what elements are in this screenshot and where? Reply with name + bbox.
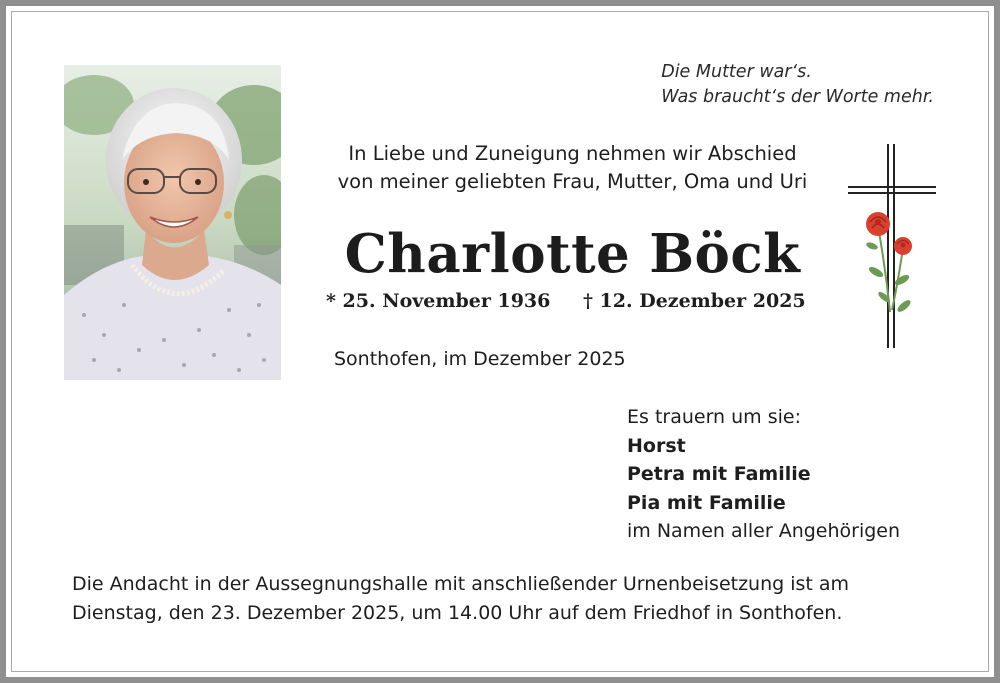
life-dates (326, 287, 806, 315)
birth-date: * 25. November 1936 (326, 290, 551, 312)
mourner-name: Petra mit Familie (627, 463, 811, 485)
intro-line-2: von meiner geliebten Frau, Mutter, Oma und Uri (337, 170, 808, 193)
mourners-block (627, 403, 900, 546)
ceremony-line-1: Die Andacht in der Aussegnungshalle mit anschließender Urnenbeisetzung ist am (72, 573, 850, 595)
mourner-name: Pia mit Familie (627, 491, 786, 514)
mourners-closing: im Namen aller Angehörigen (627, 520, 901, 542)
intro-text (300, 140, 845, 196)
motto (661, 60, 934, 110)
mourners-heading: Es trauern um sie: (627, 406, 801, 428)
place-date: Sonthofen, im Dezember 2025 (334, 348, 626, 370)
motto-line-2: Was braucht‘s der Worte mehr. (661, 87, 934, 107)
deceased-name: Charlotte Böck (344, 223, 801, 285)
ceremony-info (72, 570, 952, 628)
motto-line-1: Die Mutter war‘s. (661, 62, 812, 82)
cross-with-roses-icon (846, 142, 941, 354)
mourner-name: Horst (627, 434, 686, 457)
ceremony-line-2: Dienstag, den 23. Dezember 2025, um 14.00 Uhr auf dem Friedhof in Sonthofen. (72, 602, 843, 624)
intro-line-1: In Liebe und Zuneigung nehmen wir Abschied (348, 142, 797, 165)
portrait-photo (64, 65, 281, 380)
death-date: † 12. Dezember 2025 (583, 290, 806, 312)
